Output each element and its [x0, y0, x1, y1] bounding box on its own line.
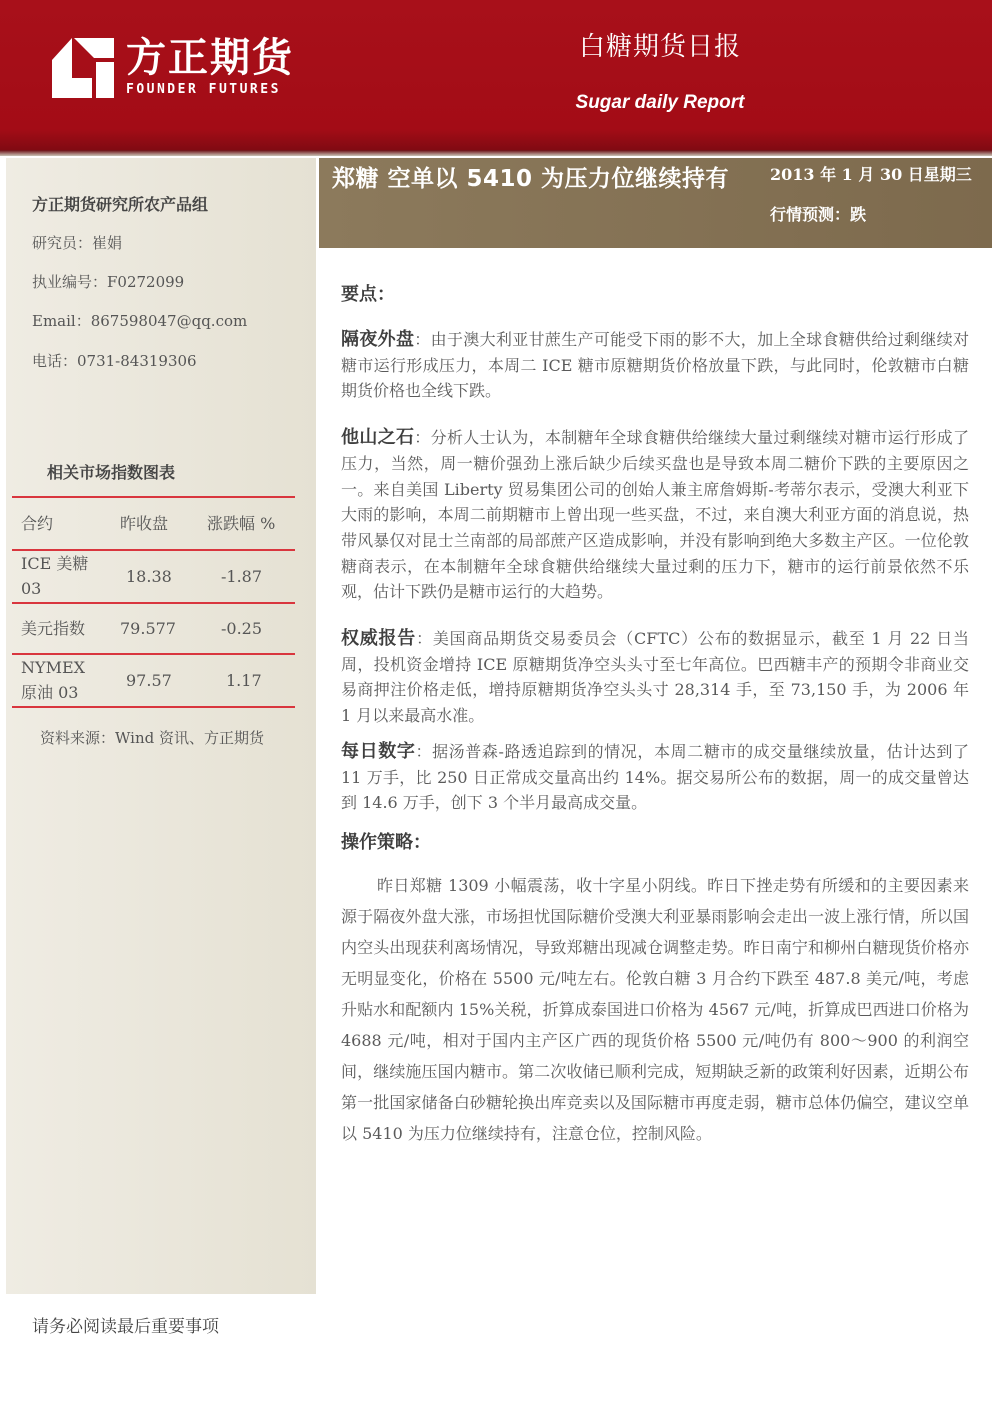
market-index-heading: 相关市场指数图表 [47, 463, 176, 482]
header-divider [0, 150, 992, 156]
logo-english-name: FOUNDER FUTURES [126, 82, 281, 97]
section-overnight [341, 327, 969, 404]
data-source-note: 资料来源：Wind 资讯、方正期货 [40, 729, 264, 747]
section-text: ：由于澳大利亚甘蔗生产可能受下雨的影不大，加上全球食糖供给过剩继续对糖市运行形成压力，本周二 ICE 糖市原糖期货价格放量下跌，与此同时，伦敦糖市白糖期货价格也全线下跌。 [341, 330, 969, 401]
section-label: 权威报告 [341, 628, 417, 650]
headline: 郑糖 空单以 5410 为压力位继续持有 [332, 166, 730, 192]
table-header-cell: 涨跌幅 % [207, 514, 276, 533]
report-date: 2013 年 1 月 30 日星期三 [770, 165, 972, 184]
market-forecast: 行情预测：跌 [770, 205, 867, 224]
strategy-label: 操作策略： [341, 831, 431, 853]
section-label: 隔夜外盘 [341, 329, 415, 350]
table-header-cell: 昨收盘 [120, 514, 169, 533]
section-daily-figures [341, 739, 969, 816]
table-cell: NYMEX 原油 03 [21, 658, 86, 702]
report-title: 白糖期货日报 [578, 32, 741, 62]
license-number: 执业编号：F0272099 [32, 273, 185, 291]
table-cell: -0.25 [221, 619, 263, 638]
table-cell: 79.577 [120, 619, 176, 638]
disclaimer-note: 请务必阅读最后重要事项 [32, 1317, 219, 1337]
section-label: 他山之石 [341, 427, 415, 449]
table-cell: 97.57 [126, 671, 172, 690]
analyst-name: 研究员：崔娟 [32, 234, 123, 252]
table-cell: 18.38 [126, 567, 172, 586]
table-row [12, 551, 295, 604]
key-points-label: 要点： [341, 284, 395, 305]
table-header-row [12, 496, 295, 551]
founder-logo-icon [52, 38, 114, 98]
table-header-cell: 合约 [21, 514, 54, 533]
report-subtitle: Sugar daily Report [575, 92, 745, 113]
section-text: ：美国商品期货交易委员会（CFTC）公布的数据显示，截至 1 月 22 日当周，投机资金增持 ICE 原糖期货净空头头寸至七年高位。巴西糖丰产的预期令非商业交易商押注价格走低，增持原糖期货净空头头寸 28,314 手，至 73,150 手，为 2006 年 1 月以来最高水准。 [341, 629, 969, 726]
main-content [341, 282, 969, 1149]
section-text: ：分析人士认为，本制糖年全球食糖供给继续大量过剩继续对糖市运行形成了压力，当然，周一糖价强劲上涨后缺少后续买盘也是导致本周二糖价下跌的主要原因之一。来自美国 Liberty 贸易集团公司的创始人兼主席詹姆斯-考蒂尔表示，受澳大利亚下大雨的影响，本周二前期糖市上曾出现一些买盘，不过，来自澳大利亚方面的消息说，热带风暴仅对昆士兰南部的局部蔗产区造成影响，并没有影响到绝大多数主产区。一位伦敦糖商表示，在本制糖年全球食糖供给继续大量过剩的压力下，糖市的运行前景依然不乐观，估计下跌仍是糖市运行的大趋势。 [341, 428, 969, 602]
table-cell: 1.17 [226, 671, 262, 690]
email[interactable]: Email：867598047@qq.com [32, 312, 248, 330]
table-cell: ICE 美糖 03 [21, 554, 89, 598]
table-cell: 美元指数 [21, 619, 86, 638]
section-analysis [341, 425, 969, 605]
table-row [12, 604, 295, 655]
section-report [341, 626, 969, 729]
logo-chinese-name: 方正期货 [126, 35, 294, 81]
research-group: 方正期货研究所农产品组 [32, 195, 209, 214]
strategy-text: 昨日郑糖 1309 小幅震荡，收十字星小阴线。昨日下挫走势有所缓和的主要因素来源于隔夜外盘大涨，市场担忧国际糖价受澳大利亚暴雨影响会走出一波上涨行情，所以国内空头出现获利离场情况，导致郑糖出现减仓调整走势。昨日南宁和柳州白糖现货价格亦无明显变化，价格在 5500 元/吨左右。伦敦白糖 3 月合约下跌至 487.8 美元/吨，考虑升贴水和配额内 15%关税，折算成泰国进口价格为 4567 元/吨，折算成巴西进口价格为 4688 元/吨，相对于国内主产区广西的现货价格 5500 元/吨仍有 800～900 的利润空间，继续施压国内糖市。第二次收储已顺利完成，短期缺乏新的政策利好因素，近期公布第一批国家储备白砂糖轮换出库竞卖以及国际糖市再度走弱，糖市总体仍偏空，建议空单以 5410 为压力位继续持有，注意仓位，控制风险。 [341, 875, 969, 1143]
phone: 电话：0731-84319306 [32, 352, 197, 370]
table-cell: -1.87 [221, 567, 263, 586]
section-label: 每日数字 [341, 740, 416, 762]
table-row [12, 655, 295, 708]
market-index-table [12, 496, 295, 708]
section-text: ：据汤普森-路透追踪到的情况，本周二糖市的成交量继续放量，估计达到了 11 万手，比 250 日正常成交量高出约 14%。据交易所公布的数据，周一的成交量曾达到 14.6 万手，创下 3 个半月最高成交量。 [341, 741, 969, 813]
